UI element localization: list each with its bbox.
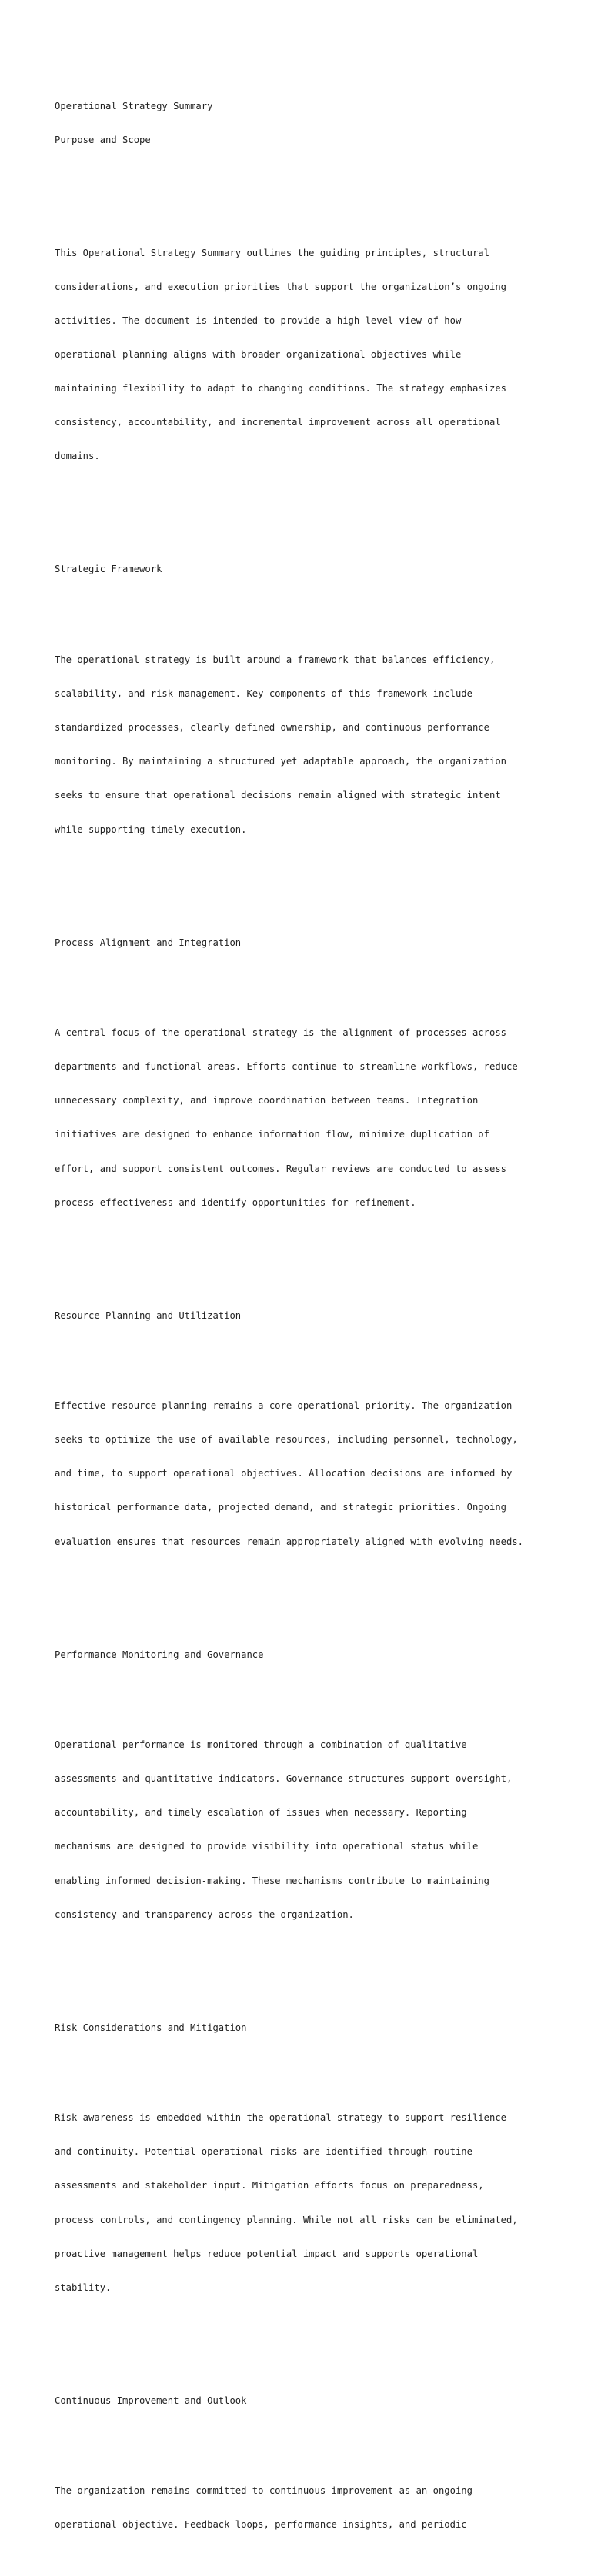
section-heading-performance-monitoring: Performance Monitoring and Governance (55, 1649, 264, 1660)
paragraph-line: consistency and transparency across the organization. (55, 1909, 354, 1920)
paragraph-line: Operational performance is monitored through a combination of qualitative (55, 1739, 467, 1751)
document-header (55, 78, 547, 168)
paragraph-line: A central focus of the operational strategy is the alignment of processes across (55, 1027, 506, 1039)
paragraph-line: scalability, and risk management. Key components of this framework include (55, 688, 472, 700)
paragraph-line: initiatives are designed to enhance information flow, minimize duplication of (55, 1129, 489, 1140)
paragraph-line: process effectiveness and identify opportunities for refinement. (55, 1196, 416, 1208)
paragraph-line: assessments and quantitative indicators. Governance structures support oversight, (55, 1773, 513, 1785)
paragraph-line: seeks to optimize the use of available resources, including personnel, technology, (55, 1434, 518, 1446)
section-heading (55, 1287, 547, 1344)
section-heading (55, 914, 547, 971)
paragraph-line: stability. (55, 2281, 112, 2293)
paragraph-line: departments and functional areas. Efforts continue to streamline workflows, reduce (55, 1061, 518, 1073)
paragraph-line: The operational strategy is built around a framework that balances efficiency, (55, 654, 496, 666)
paragraph-line: standardized processes, clearly defined ownership, and continuous performance (55, 722, 489, 734)
paragraph-line: The organization remains committed to continuous improvement as an ongoing (55, 2485, 472, 2497)
section-resource-planning-body (55, 1378, 547, 1570)
section-process-alignment-body (55, 1005, 547, 1231)
section-heading (55, 541, 547, 598)
paragraph-line: while supporting timely execution. (55, 824, 247, 835)
section-heading-continuous-improvement: Continuous Improvement and Outlook (55, 2395, 247, 2406)
paragraph-line: assessments and stakeholder input. Mitigation efforts focus on preparedness, (55, 2180, 484, 2192)
paragraph-line: effort, and support consistent outcomes. Regular reviews are conducted to assess (55, 1163, 506, 1174)
section-performance-monitoring-body (55, 1717, 547, 1943)
paragraph-line: Effective resource planning remains a core operational priority. The organization (55, 1400, 513, 1412)
paragraph-line: and continuity. Potential operational risks are identified through routine (55, 2146, 472, 2158)
paragraph-line: operational objective. Feedback loops, performance insights, and periodic (55, 2519, 467, 2531)
section-risk-considerations-body (55, 2090, 547, 2316)
paragraph-line: unnecessary complexity, and improve coordination between teams. Integration (55, 1095, 479, 1107)
paragraph-line: domains. (55, 451, 100, 462)
document-title: Operational Strategy Summary (55, 100, 213, 111)
document-page (55, 55, 547, 2576)
section-heading (55, 2372, 547, 2429)
paragraph-line: operational planning aligns with broader organizational objectives while (55, 349, 462, 361)
paragraph-line: evaluation ensures that resources remain appropriately aligned with evolving needs. (55, 1536, 524, 1547)
section-heading-resource-planning: Resource Planning and Utilization (55, 1310, 242, 1321)
paragraph-line: process controls, and contingency planning. While not all risks can be eliminated, (55, 2214, 518, 2225)
paragraph-line: considerations, and execution priorities that support the organization’s ongoing (55, 281, 506, 292)
paragraph-line: historical performance data, projected demand, and strategic priorities. Ongoing (55, 1502, 506, 1513)
section-heading (55, 1999, 547, 2056)
paragraph-line: This Operational Strategy Summary outlines the guiding principles, structural (55, 247, 489, 258)
section-heading-risk-considerations: Risk Considerations and Mitigation (55, 2022, 247, 2033)
paragraph-line: seeks to ensure that operational decisions remain aligned with strategic intent (55, 790, 501, 801)
paragraph-line: proactive management helps reduce potential impact and supports operational (55, 2248, 479, 2259)
paragraph-line: Risk awareness is embedded within the operational strategy to support resilience (55, 2112, 506, 2124)
paragraph-line: and time, to support operational objectives. Allocation decisions are informed by (55, 1468, 513, 1479)
paragraph-line: accountability, and timely escalation of issues when necessary. Reporting (55, 1807, 467, 1819)
paragraph-line: maintaining flexibility to adapt to changing conditions. The strategy emphasizes (55, 383, 506, 394)
section-heading (55, 1626, 547, 1683)
section-intro-body (55, 225, 547, 485)
section-continuous-improvement-body (55, 2463, 547, 2554)
section-heading-process-alignment: Process Alignment and Integration (55, 937, 242, 948)
paragraph-line: activities. The document is intended to provide a high-level view of how (55, 315, 462, 327)
paragraph-line: mechanisms are designed to provide visibility into operational status while (55, 1841, 479, 1852)
paragraph-line: enabling informed decision-making. These mechanisms contribute to maintaining (55, 1875, 489, 1886)
paragraph-line: consistency, accountability, and incremental improvement across all operational (55, 417, 501, 428)
section-strategic-framework-body (55, 632, 547, 858)
document-subtitle: Purpose and Scope (55, 134, 151, 145)
paragraph-line: monitoring. By maintaining a structured yet adaptable approach, the organization (55, 756, 506, 767)
section-heading-strategic-framework: Strategic Framework (55, 564, 162, 575)
